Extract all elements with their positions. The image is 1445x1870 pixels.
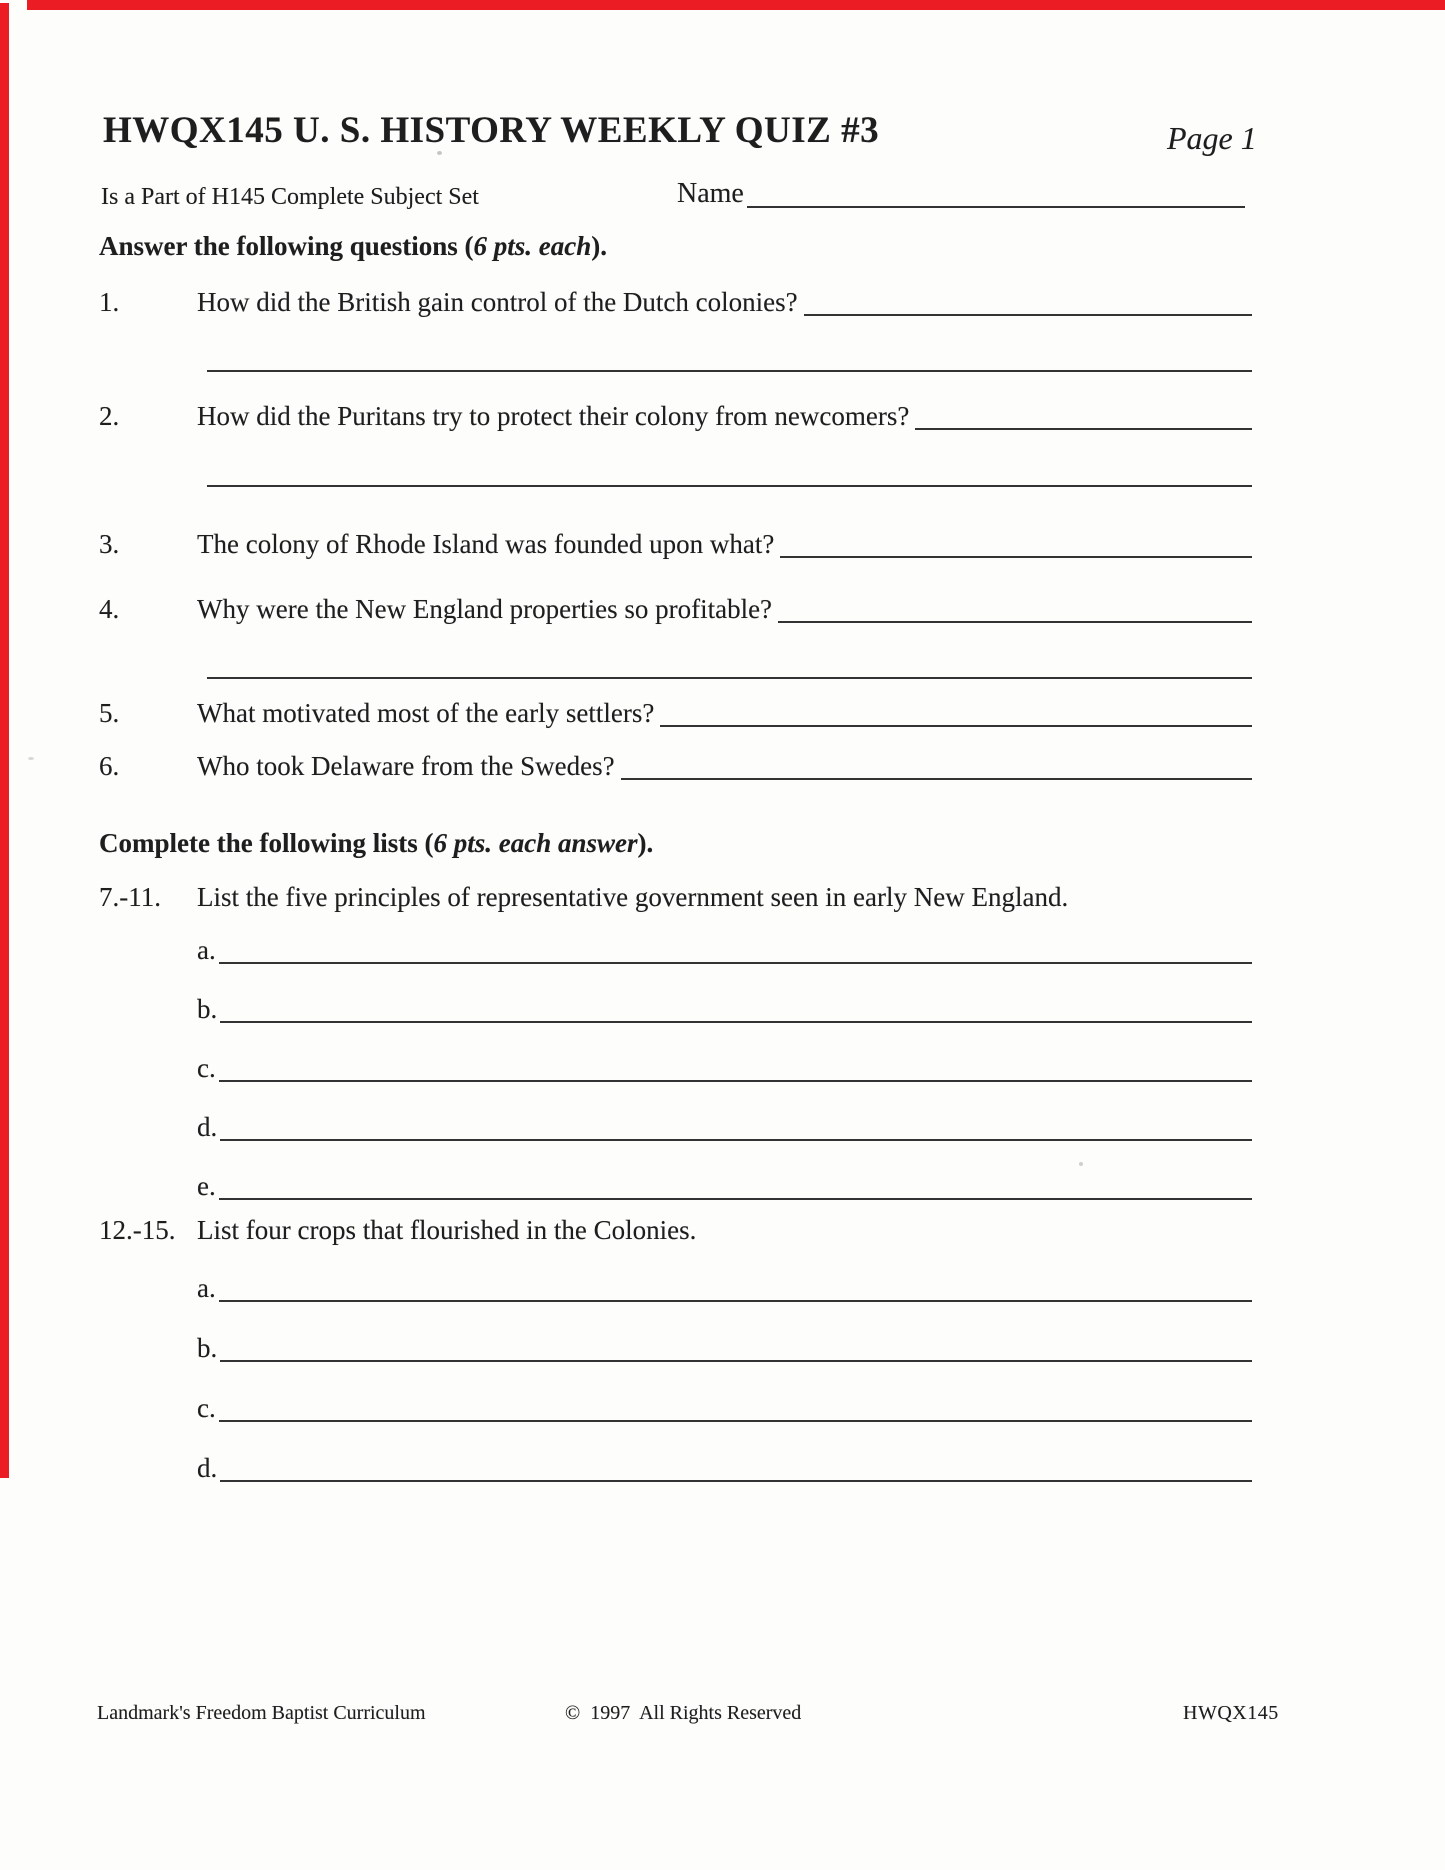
page-number-label: Page 1	[1167, 120, 1257, 156]
answer-blank-line	[804, 289, 1252, 316]
answer-blank-line	[220, 996, 1252, 1023]
question-number: 5.	[99, 698, 120, 728]
name-field-row	[677, 180, 1245, 208]
answer-blank-line	[915, 403, 1252, 430]
list-item-letter: a.	[197, 935, 216, 965]
heading-text-suffix: ).	[637, 828, 654, 858]
list-item-row-d	[197, 1455, 1252, 1482]
subset-note: Is a Part of H145 Complete Subject Set	[101, 184, 479, 210]
footer-copyright: © 1997 All Rights Reserved	[565, 1702, 802, 1724]
question-row-4	[99, 596, 1252, 623]
question-text: The colony of Rhode Island was founded upon what?	[197, 529, 775, 559]
answer-blank-line	[780, 531, 1252, 558]
list-item-row-b	[197, 996, 1252, 1023]
heading-text-suffix: ).	[591, 231, 608, 261]
answer-blank-line	[778, 596, 1252, 623]
question-number: 4.	[99, 594, 120, 624]
section-heading-lists	[99, 830, 653, 857]
list-item-letter: c.	[197, 1053, 216, 1083]
scan-speck	[28, 757, 34, 760]
answer-blank-line	[220, 1455, 1252, 1482]
list-number-range: 12.-15.	[99, 1215, 176, 1245]
list-prompt-row-12-15	[99, 1217, 1252, 1244]
scan-speck	[437, 151, 442, 155]
question-text: Why were the New England properties so profitable?	[197, 594, 773, 624]
answer-blank-line	[219, 1173, 1252, 1200]
answer-continuation-line	[207, 370, 1252, 372]
section-heading-questions	[99, 233, 607, 260]
scan-speck	[1079, 1162, 1083, 1166]
footer-publisher: Landmark's Freedom Baptist Curriculum	[97, 1702, 426, 1724]
question-row-5	[99, 700, 1252, 727]
list-item-row-a	[197, 1275, 1252, 1302]
list-item-letter: c.	[197, 1393, 216, 1423]
name-label: Name	[677, 178, 744, 209]
answer-blank-line	[220, 1114, 1252, 1141]
question-row-6	[99, 753, 1252, 780]
question-number: 1.	[99, 287, 120, 317]
list-item-row-d	[197, 1114, 1252, 1141]
list-item-letter: d.	[197, 1112, 218, 1142]
name-blank-line	[747, 180, 1245, 208]
answer-continuation-line	[207, 485, 1252, 487]
answer-blank-line	[219, 937, 1252, 964]
list-prompt-row-7-11	[99, 884, 1252, 911]
list-item-letter: b.	[197, 994, 218, 1024]
answer-blank-line	[219, 1275, 1252, 1302]
question-number: 3.	[99, 529, 120, 559]
scan-edge-artifact-left	[0, 3, 9, 1478]
question-row-2	[99, 403, 1252, 430]
list-item-row-c	[197, 1395, 1252, 1422]
answer-blank-line	[660, 700, 1252, 727]
list-item-row-a	[197, 937, 1252, 964]
heading-points-note: 6 pts. each	[473, 231, 592, 261]
question-text: How did the Puritans try to protect their colony from newcomers?	[197, 401, 910, 431]
question-row-1	[99, 289, 1252, 316]
list-item-row-c	[197, 1055, 1252, 1082]
list-item-row-b	[197, 1335, 1252, 1362]
page-title: HWQX145 U. S. HISTORY WEEKLY QUIZ #3	[103, 110, 880, 151]
list-prompt-text: List four crops that flourished in the Colonies.	[197, 1215, 697, 1245]
list-item-letter: d.	[197, 1453, 218, 1483]
list-number-range: 7.-11.	[99, 882, 161, 912]
question-text: Who took Delaware from the Swedes?	[197, 751, 615, 781]
footer-document-code: HWQX145	[1183, 1702, 1279, 1724]
list-item-letter: b.	[197, 1333, 218, 1363]
list-item-letter: a.	[197, 1273, 216, 1303]
heading-points-note: 6 pts. each answer	[433, 828, 638, 858]
list-item-letter: e.	[197, 1171, 216, 1201]
answer-blank-line	[621, 753, 1252, 780]
question-number: 2.	[99, 401, 120, 431]
heading-text: Answer the following questions (	[99, 231, 474, 261]
answer-blank-line	[220, 1335, 1252, 1362]
answer-blank-line	[219, 1055, 1252, 1082]
heading-text: Complete the following lists (	[99, 828, 434, 858]
question-number: 6.	[99, 751, 120, 781]
question-text: What motivated most of the early settlers?	[197, 698, 655, 728]
answer-continuation-line	[207, 677, 1252, 679]
question-row-3	[99, 531, 1252, 558]
list-item-row-e	[197, 1173, 1252, 1200]
scan-edge-artifact-top	[27, 0, 1445, 10]
list-prompt-text: List the five principles of representative government seen in early New England.	[197, 882, 1069, 912]
question-text: How did the British gain control of the Dutch colonies?	[197, 287, 798, 317]
answer-blank-line	[219, 1395, 1252, 1422]
